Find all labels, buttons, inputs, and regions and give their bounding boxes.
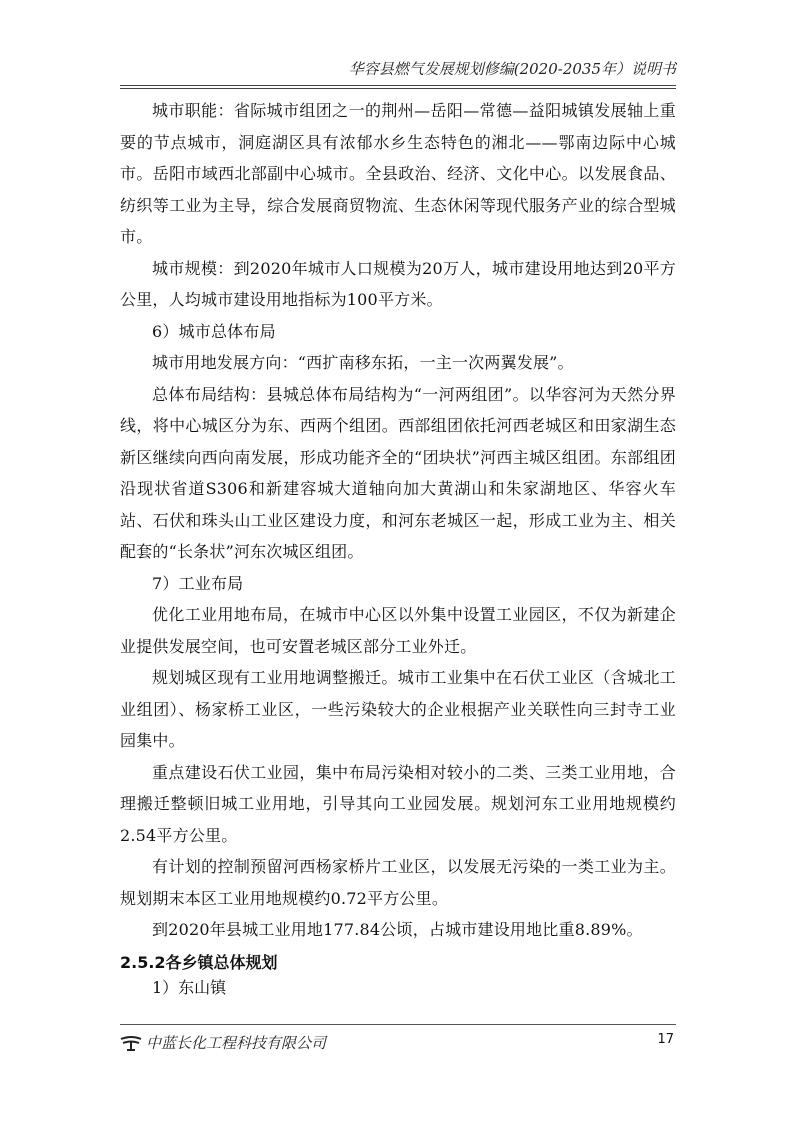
paragraph-yangjiaqiao-area: 有计划的控制预留河西杨家桥片工业区，以发展无污染的一类工业为主。规划期末本区工业用地规模约0.72平方公里。	[120, 857, 676, 908]
paragraph-industrial-total: 到2020年县城工业用地177.84公顷，占城市建设用地比重8.89%。	[152, 920, 643, 939]
paragraph-shifu-park: 重点建设石伏工业园，集中布局污染相对较小的二类、三类工业用地，合理搬迁整顿旧城工业用地，引导其向工业园发展。规划河东工业用地规模约2.54平方公里。	[120, 762, 676, 845]
company-logo-icon	[120, 1035, 142, 1051]
subheading-industrial-layout: 7）工业布局	[152, 573, 244, 593]
section-heading: 2.5.2各乡镇总体规划	[120, 953, 278, 972]
subheading-city-layout: 6）城市总体布局	[152, 321, 276, 341]
section-subitem: 1）东山镇	[152, 978, 227, 997]
company-name: 中蓝长化工程科技有限公司	[146, 1034, 327, 1052]
paragraph-city-function: 城市职能：省际城市组团之一的荆州—岳阳—常德—益阳城镇发展轴上重要的节点城市，洞庭湖区具有浓郁水乡生态特色的湘北——鄂南边际中心城市。岳阳市域西北部副中心城市。全县政治、经济、文化中心。以发展食品、纺织等工业为主导，综合发展商贸物流、生态休闲等现代服务产业的综合型城市。	[120, 101, 676, 246]
paragraph-development-direction: 城市用地发展方向：“西扩南移东拓，一主一次两翼发展”。	[152, 353, 574, 372]
paragraph-industrial-optimization: 优化工业用地布局，在城市中心区以外集中设置工业园区，不仅为新建企业提供发展空间，也可安置老城区部分工业外迁。	[120, 605, 676, 656]
document-title: 华容县燃气发展规划修编(2020-2035年）说明书	[348, 60, 676, 78]
page-footer	[120, 1032, 326, 1053]
page-number: 17	[657, 1032, 674, 1047]
body-text	[120, 95, 676, 946]
paragraph-industrial-relocation: 规划城区现有工业用地调整搬迁。城市工业集中在石伏工业区（含城北工业组团）、杨家桥工业区，一些污染较大的企业根据产业关联性向三封寺工业园集中。	[120, 668, 676, 750]
page-header	[120, 58, 676, 86]
footer-divider	[120, 1024, 676, 1025]
paragraph-layout-structure: 总体布局结构：县城总体布局结构为“一河两组团”。以华容河为天然分界线，将中心城区分为东、西两个组团。西部组团依托河西老城区和田家湖生态新区继续向西向南发展，形成功能齐全的“团块状”河西主城区组团。东部组团沿现状省道S306和新建容城大道轴向加大黄湖山和朱家湖地区、华容火车站、石伏和珠头山工业区建设力度，和河东老城区一起，形成工业为主、相关配套的“长条状”河东次城区组团。	[120, 384, 676, 561]
paragraph-city-scale: 城市规模：到2020年城市人口规模为20万人，城市建设用地达到20平方公里，人均城市建设用地指标为100平方米。	[120, 258, 676, 309]
